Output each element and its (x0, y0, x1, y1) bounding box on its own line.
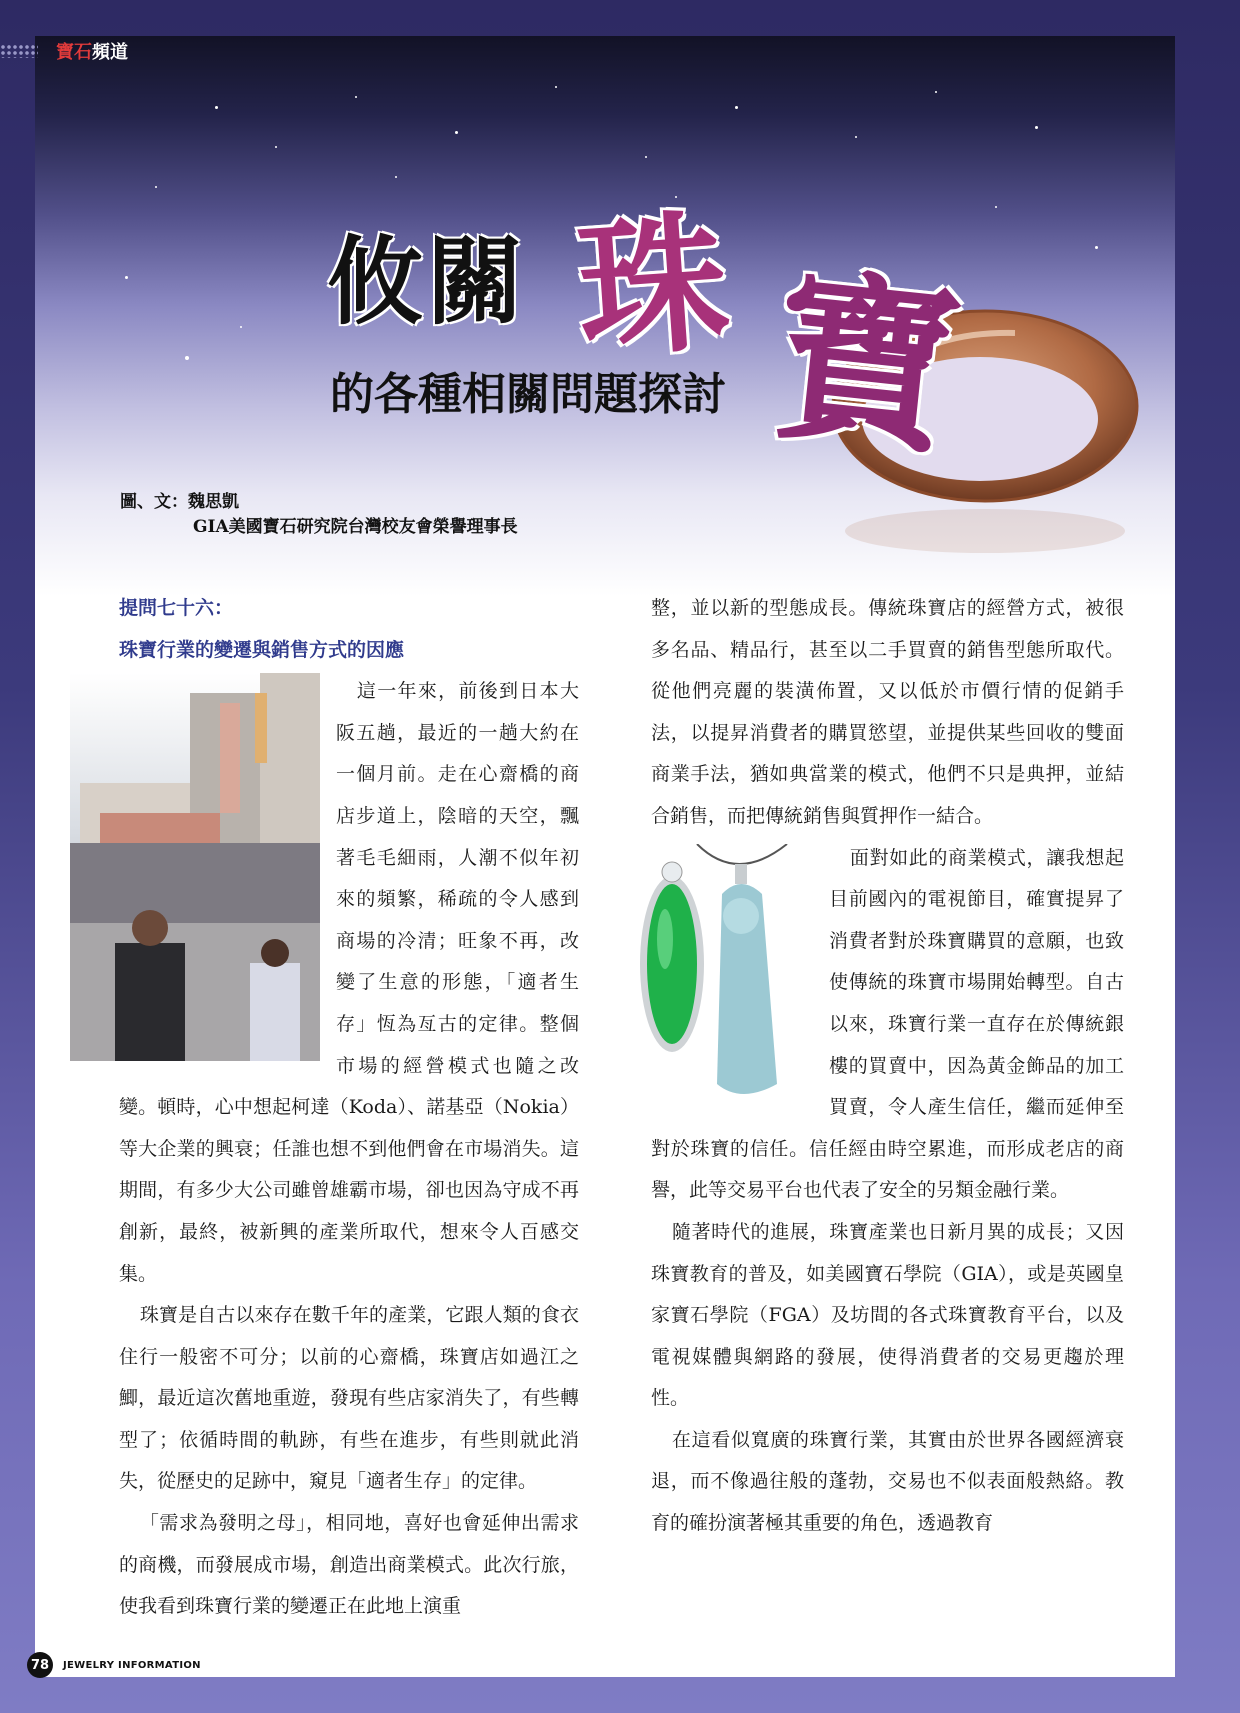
channel-label (0, 40, 128, 62)
channel-white: 頻道 (92, 42, 128, 63)
paragraph-6: 隨著時代的進展，珠寶產業也日新月異的成長；又因珠寶教育的普及，如美國寶石學院（GIA），或是英國皇家寶石學院（FGA）及坊間的各式珠寶教育平台，以及電視媒體與網路的發展，使得消費者的交易更趨於理性。 (651, 1220, 1124, 1410)
page-footer (27, 1652, 201, 1678)
magazine-page (35, 36, 1175, 1677)
byline (120, 490, 518, 540)
paragraph-5: 面對如此的商業模式，讓我想起目前國內的電視節目，確實提昇了消費者對於珠寶購買的意願，也致使傳統的珠寶市場開始轉型。自古以來，珠寶行業一直存在於傳統銀樓的買賣中，因為黃金飾品的加工買賣，令人產生信任，繼而延伸至對於珠寶的信任。信任經由時空累進，而形成老店的商譽，此等交易平台也代表了安全的另類金融行業。 (651, 846, 1124, 1202)
jade-pendants-image (627, 844, 817, 1124)
byline-author: 圖、文：魏思凱 (120, 492, 239, 512)
subtitle: 的各種相關問題探討 (330, 369, 726, 420)
question-title: 珠寶行業的變遷與銷售方式的因應 (119, 638, 405, 661)
question-number: 提問七十六： (119, 597, 234, 619)
paragraph-3: 「需求為發明之母」，相同地，喜好也會延伸出需求的商機，而發展成市場，創造出商業模式。此次行旅，使我看到珠寶行業的變遷正在此地上演重 (119, 1512, 579, 1618)
paragraph-2: 珠寶是自古以來存在數千年的產業，它跟人類的食衣住行一般密不可分；以前的心齋橋，珠寶店如過江之鯽，最近這次舊地重遊，發現有些店家消失了，有些轉型了；依循時間的軌跡，有些在進步，有些則就此消失，從歷史的足跡中，窺見「適者生存」的定律。 (119, 1304, 579, 1493)
paragraph-4: 整，並以新的型態成長。傳統珠寶店的經營方式，被很多名品、精品行，甚至以二手買賣的銷售型態所取代。從他們亮麗的裝潢佈置，又以低於市價行情的促銷手法，以提昇消費者的購買慾望，並提供某些回收的雙面商業手法，猶如典當業的模式，他們不只是典押，並結合銷售，而把傳統銷售與質押作一結合。 (651, 597, 1124, 827)
title-char-bao: 寶 (762, 245, 970, 482)
paragraph-1: 這一年來，前後到日本大阪五趟，最近的一趟大約在一個月前。走在心齋橋的商店步道上，陰暗的天空，飄著毛毛細雨，人潮不似年初來的頻繁，稀疏的令人感到商場的冷清；旺象不再，改變了生意的形態，「適者生存」恆為亙古的定律。整個市場的經營模式也隨之改變。頓時，心中想起柯達（Koda）、諾基亞（Nokia）等大企業的興衰；任誰也想不到他們會在市場消失。這期間，有多少大公司雖曾雄霸市場，卻也因為守成不再創新，最終，被新興的產業所取代，想來令人百感交集。 (119, 680, 579, 1285)
title-main: 攸關 (327, 225, 527, 338)
byline-title: GIA美國寶石研究院台灣校友會榮譽理事長 (193, 517, 518, 537)
channel-red: 寶石 (56, 42, 92, 63)
left-column (119, 588, 579, 1628)
page-number: 78 (27, 1652, 53, 1678)
dots-decoration (0, 44, 38, 58)
street-photo (70, 673, 320, 1061)
right-column (651, 588, 1124, 1545)
title-char-zhu: 珠 (571, 193, 734, 380)
paragraph-7: 在這看似寬廣的珠寶行業，其實由於世界各國經濟衰退，而不像過往般的蓬勃，交易也不似表面般熱絡。教育的確扮演著極其重要的角色，透過教育 (651, 1428, 1124, 1535)
publication-name: JEWELRY INFORMATION (63, 1659, 201, 1671)
